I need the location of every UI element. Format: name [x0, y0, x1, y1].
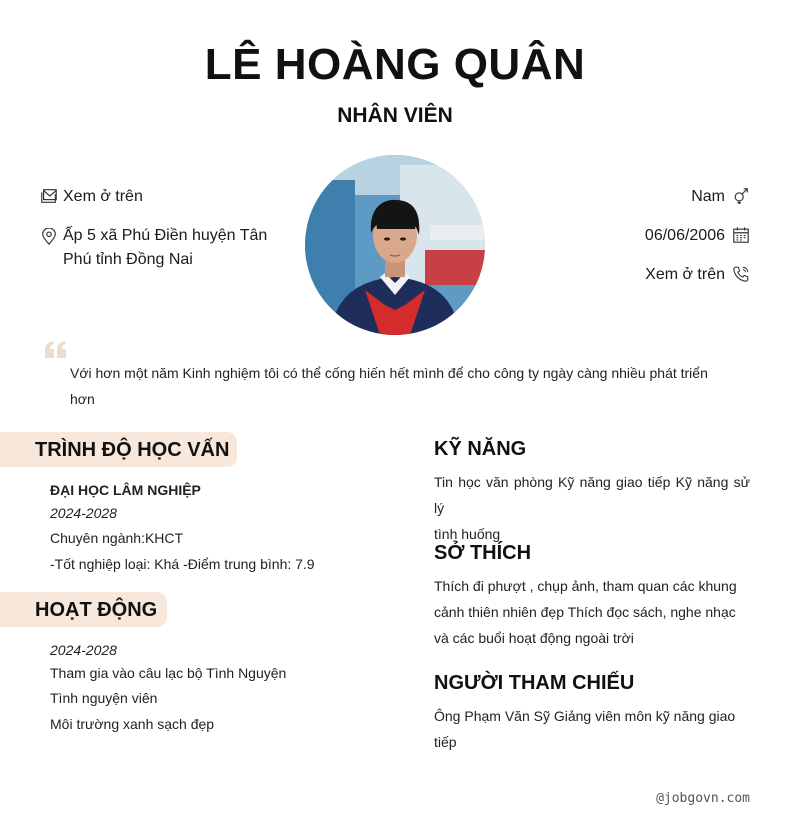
- job-title: NHÂN VIÊN: [337, 104, 453, 127]
- skills-line-1: Tin học văn phòng Kỹ năng giao tiếp Kỹ năng sử lý: [434, 474, 750, 516]
- activities-title: HOẠT ĐỘNG: [35, 599, 158, 621]
- skills-line-2: tình huống: [434, 526, 501, 542]
- email-value: Xem ở trên: [63, 188, 143, 205]
- career-objective: [70, 360, 730, 412]
- address-line-2: Phú tỉnh Đồng Nai: [63, 251, 193, 268]
- phone-value: Xem ở trên: [645, 266, 725, 283]
- education-title: TRÌNH ĐỘ HỌC VẤN: [35, 439, 230, 461]
- education-result: -Tốt nghiệp loại: Khá -Điểm trung bình: 7.9: [50, 556, 315, 572]
- mail-icon: [40, 187, 58, 205]
- gender-value: Nam: [691, 188, 725, 205]
- hobbies-line-3: và các buổi hoạt động ngoài trời: [434, 630, 634, 646]
- activity-line: Môi trường xanh sạch đẹp: [50, 716, 215, 732]
- objective-line-1: Với hơn một năm Kinh nghiệm tôi có thể cống hiến hết mình để cho công ty ngày càng nhiều phát triển: [70, 365, 708, 381]
- profile-photo: [305, 155, 485, 335]
- references-line-2: tiếp: [434, 734, 457, 750]
- watermark: @jobgovn.com: [656, 791, 750, 806]
- hobbies-line-2: cảnh thiên nhiên đẹp Thích đọc sách, nghe nhạc: [434, 604, 736, 620]
- map-pin-icon: [40, 228, 58, 246]
- activities-period: 2024-2028: [50, 642, 117, 658]
- education-school: ĐẠI HỌC LÂM NGHIỆP: [50, 482, 201, 498]
- birthday-value: 06/06/2006: [644, 227, 725, 244]
- activity-line: Tình nguyện viên: [50, 690, 158, 706]
- skills-text: [434, 469, 750, 547]
- gender-icon: [732, 187, 750, 205]
- hobbies-title: SỞ THÍCH: [434, 542, 532, 564]
- references-title: NGƯỜI THAM CHIẾU: [434, 672, 635, 694]
- education-period: 2024-2028: [50, 505, 117, 521]
- phone-icon: [732, 265, 750, 283]
- references-line-1: Ông Phạm Văn Sỹ Giảng viên môn kỹ năng giao: [434, 708, 736, 724]
- skills-title: KỸ NĂNG: [434, 438, 527, 460]
- objective-line-2: hơn: [70, 391, 95, 407]
- calendar-icon: [732, 226, 750, 244]
- references-text: [434, 703, 750, 755]
- hobbies-text: [434, 573, 750, 651]
- address-line-1: Ấp 5 xã Phú Điền huyện Tân: [63, 227, 268, 244]
- candidate-name: LÊ HOÀNG QUÂN: [204, 40, 586, 89]
- hobbies-line-1: Thích đi phượt , chụp ảnh, tham quan các khung: [434, 578, 737, 594]
- activity-line: Tham gia vào câu lạc bộ Tình Nguyện: [50, 665, 287, 681]
- education-major: Chuyên ngành:KHCT: [50, 530, 184, 546]
- quote-icon: [44, 340, 68, 360]
